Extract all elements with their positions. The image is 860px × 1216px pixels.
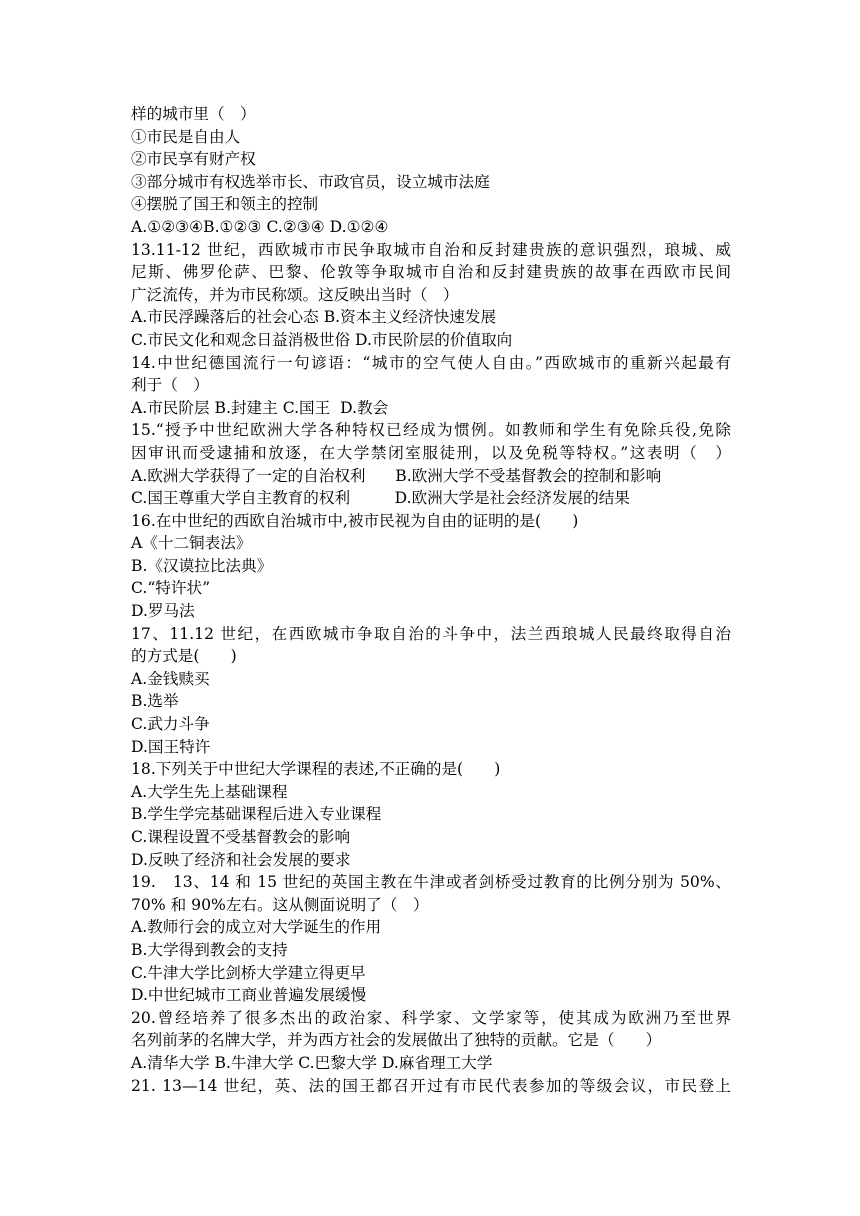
question-20-stem: 20.曾经培养了很多杰出的政治家、科学家、文学家等，使其成为欧洲乃至世界 xyxy=(131,1008,731,1027)
question-17-stem: 的方式是( ) xyxy=(131,647,237,666)
option-line: A.大学生先上基础课程 xyxy=(131,782,288,801)
option-line: B.选举 xyxy=(131,692,179,711)
question-20-stem: 名列前茅的名牌大学，并为西方社会的发展做出了独特的贡献。它是（ ） xyxy=(131,1031,662,1050)
option-line: B.学生学完基础课程后进入专业课程 xyxy=(131,805,382,824)
question-16-stem: 16.在中世纪的西欧自治城市中,被市民视为自由的证明的是( ) xyxy=(131,511,579,530)
question-13-stem: 尼斯、佛罗伦萨、巴黎、伦敦等争取城市自治和反封建贵族的故事在西欧市民间 xyxy=(131,263,731,282)
question-18-stem: 18.下列关于中世纪大学课程的表述,不正确的是( ) xyxy=(131,760,501,779)
question-15-stem: 因审讯而受逮捕和放逐，在大学禁闭室服徒刑，以及免税等特权。”这表明（ ） xyxy=(131,443,731,462)
answer-choices: C.市民文化和观念日益消极世俗 D.市民阶层的价值取向 xyxy=(131,330,513,349)
option-line: D.罗马法 xyxy=(131,602,195,621)
question-17-stem: 17、11.12 世纪，在西欧城市争取自治的斗争中，法兰西琅城人民最终取得自治 xyxy=(131,624,731,643)
option-line: D.国王特许 xyxy=(131,737,211,756)
question-15-stem: 15.“授予中世纪欧洲大学各种特权已经成为惯例。如教师和学生有免除兵役,免除 xyxy=(131,421,731,440)
answer-choices: A.欧洲大学获得了一定的自治权利 B.欧洲大学不受基督教会的控制和影响 xyxy=(131,466,662,485)
option-line: ②市民享有财产权 xyxy=(131,150,256,169)
option-line: C.牛津大学比剑桥大学建立得更早 xyxy=(131,963,366,982)
option-line: B.《汉谟拉比法典》 xyxy=(131,556,273,575)
option-line: A《十二铜表法》 xyxy=(131,534,252,553)
option-line: D.反映了经济和社会发展的要求 xyxy=(131,850,351,869)
answer-choices: A.清华大学 B.牛津大学 C.巴黎大学 D.麻省理工大学 xyxy=(131,1053,493,1072)
question-13-stem: 广泛流传，并为市民称颂。这反映出当时（ ） xyxy=(131,285,459,304)
answer-choices: A.市民浮躁落后的社会心态 B.资本主义经济快速发展 xyxy=(131,308,497,327)
option-line: D.中世纪城市工商业普遍发展缓慢 xyxy=(131,986,367,1005)
option-line: A.教师行会的成立对大学诞生的作用 xyxy=(131,918,382,937)
option-line: C.课程设置不受基督教会的影响 xyxy=(131,828,351,846)
option-line: A.金钱赎买 xyxy=(131,669,210,688)
option-line: C.武力斗争 xyxy=(131,715,210,734)
option-line: C.“特许状” xyxy=(131,579,211,598)
answer-choices: A.市民阶层 B.封建主 C.国王 D.教会 xyxy=(131,398,389,417)
question-14-stem: 利于（ ） xyxy=(131,376,209,395)
option-line: B.大学得到教会的支持 xyxy=(131,940,288,959)
question-text-block xyxy=(131,103,731,1097)
option-line: ①市民是自由人 xyxy=(131,127,241,146)
question-13-stem: 13.11-12 世纪，西欧城市市民争取城市自治和反封建贵族的意识强烈，琅城、威 xyxy=(131,240,731,259)
answer-choices: C.国王尊重大学自主教育的权利 D.欧洲大学是社会经济发展的结果 xyxy=(131,489,630,508)
question-21-stem: 21. 13—14 世纪，英、法的国王都召开过有市民代表参加的等级会议，市民登上 xyxy=(131,1076,731,1095)
question-19-stem: 70% 和 90%左右。这从侧面说明了（ ） xyxy=(131,895,429,914)
question-14-stem: 14.中世纪德国流行一句谚语：“城市的空气使人自由。”西欧城市的重新兴起最有 xyxy=(131,353,731,372)
answer-choices: A.①②③④B.①②③ C.②③④ D.①②④ xyxy=(131,217,389,236)
option-line: ④摆脱了国王和领主的控制 xyxy=(131,195,319,214)
option-line: ③部分城市有权选举市长、市政官员，设立城市法庭 xyxy=(131,172,490,191)
question-19-stem: 19. 13、14 和 15 世纪的英国主教在牛津或者剑桥受过教育的比例分别为 50%、 xyxy=(131,873,731,892)
text-line: 样的城市里（ ） xyxy=(131,105,256,123)
